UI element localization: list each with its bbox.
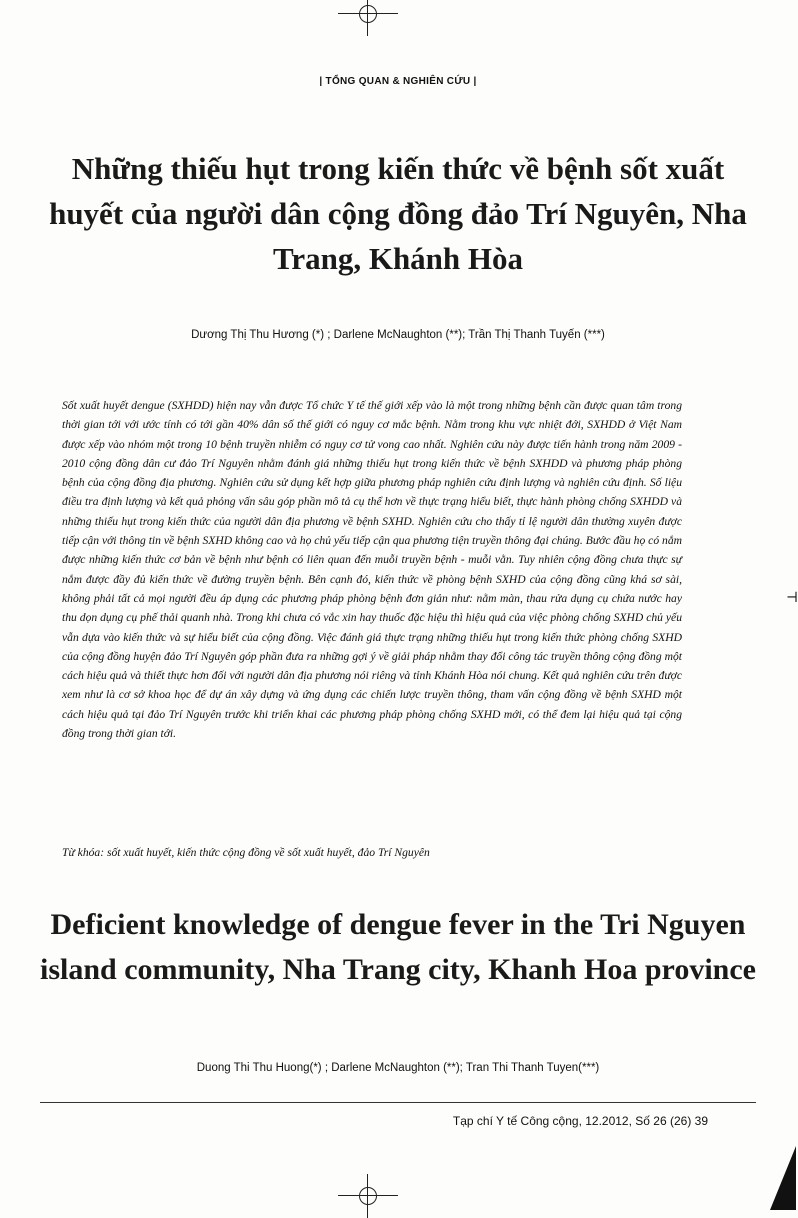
journal-citation: Tạp chí Y tế Công cộng, 12.2012, Số 26 (26) 39 [452, 1114, 708, 1128]
registration-mark-bottom [356, 1184, 380, 1208]
vietnamese-title: Những thiếu hụt trong kiến thức về bệnh sốt xuất huyết của người dân cộng đồng đảo Trí Nguyên, Nha Trang, Khánh Hòa [49, 151, 747, 276]
footer-rule [40, 1102, 756, 1103]
side-crop-mark: ⊣ [786, 591, 798, 606]
corner-tab [770, 1146, 796, 1210]
english-title: Deficient knowledge of dengue fever in the Tri Nguyen island community, Nha Trang city, Khanh Hoa province [40, 908, 756, 986]
registration-mark-top [356, 2, 380, 26]
english-authors: Duong Thi Thu Huong(*) ; Darlene McNaughton (**); Tran Thi Thanh Tuyen(***) [196, 1062, 600, 1074]
section-label: | TỔNG QUAN & NGHIÊN CỨU | [319, 76, 477, 87]
vietnamese-abstract: Sốt xuất huyết dengue (SXHDD) hiện nay vẫn được Tổ chức Y tế thế giới xếp vào là một trong những bệnh cần được quan tâm trong thời gian tới với ước tính có tới gần 40% dân số thế giới có nguy cơ mắc bệnh. Nằm trong khu vực nhiệt đới, SXHDD ở Việt Nam được xếp vào nhóm một trong 10 bệnh truyền nhiễm có nguy cơ tử vong cao nhất. Nghiên cứu này được tiến hành trong năm 2009 - 2010 cộng đồng dân cư đảo Trí Nguyên nhằm đánh giá những thiếu hụt trong kiến thức về bệnh SXHDD và phương pháp phòng bệnh của cộng đồng địa phương. Nghiên cứu sử dụng kết hợp giữa phương pháp nghiên cứu định lượng và nghiên cứu định. Số liệu điều tra định lượng và kết quả phỏng vấn sâu góp phần mô tả cụ thể hơn về thực trạng hiểu biết, thực hành phòng chống SXHDD và những thiếu hụt trong kiến thức của người dân địa phương về bệnh SXHD. Nghiên cứu cho thấy tỉ lệ người dân thường xuyên được tiếp cận với thông tin về bệnh SXHD không cao và họ chủ yếu tiếp cận qua phương tiện truyền thông đại chúng. Bước đầu họ có nắm được những kiến thức cơ bản về bệnh như bệnh có liên quan đến muỗi truyền bệnh - muỗi vằn. Tuy nhiên cộng đồng chưa thực sự nắm được đầy đủ kiến thức về đường truyền bệnh. Bên cạnh đó, kiến thức về phòng bệnh SXHD của cộng đồng cũng khá sơ sài, không phải tất cả mọi người đều áp dụng các phương pháp phòng bệnh đơn giản như: nằm màn, thau rửa dụng cụ chứa nước hay thu dọn dụng cụ phế thải quanh nhà. Trong khi chưa có vắc xin hay thuốc đặc hiệu thì hiệu quả của việc phòng chống SXHD chủ yếu vẫn dựa vào kiến thức và sự hiểu biết của cộng đồng. Việc đánh giá thực trạng những thiếu hụt trong kiến thức phòng chống SXHD của cộng đồng huyện đảo Trí Nguyên góp phần đưa ra những gợi ý về giải pháp nhằm thay đổi công tác truyền thông cộng đồng một cách hiệu quả và thiết thực hơn đối với người dân địa phương nói riêng và tỉnh Khánh Hòa nói chung. Kết quả nghiên cứu trên được xem như là cơ sở khoa học để dự án xây dựng và ứng dụng các chiến lược truyền thông, tham vấn cộng đồng về bệnh SXHD một cách hiệu quả tại đảo Trí Nguyên trước khi triển khai các phương pháp phòng chống SXHD mới, có thể đem lại hiệu quả tại cộng đồng trong thời gian tới. [62, 399, 682, 741]
vietnamese-authors: Dương Thị Thu Hương (*) ; Darlene McNaughton (**); Trần Thị Thanh Tuyến (***) [191, 329, 605, 341]
vietnamese-keywords: Từ khóa: sốt xuất huyết, kiến thức cộng đồng về sốt xuất huyết, đảo Trí Nguyên [62, 846, 430, 859]
